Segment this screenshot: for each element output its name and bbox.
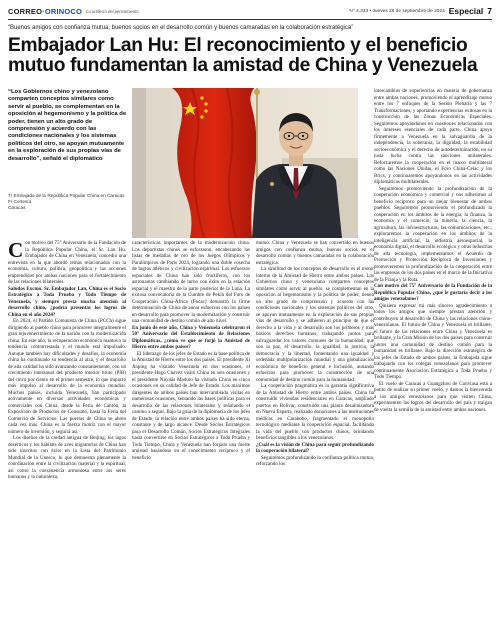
article-paragraph: Seguiremos promoviendo la profundización de la cooperación económica y comercial y nos adherimos al beneficio recíproco para un mejor bienestar de ambos pueblos. Seguiremos promoviendo el profundizado la cooperación en los ámbitos de la energía, la finanza, la economía y el comercio, la minería, la ciencia, la agricultura, las infraestructuras, las comunicaciones, etc., exploraremos la cooperación en los ámbitos de la inteligencia artificial, la industria aeroespacial, la economía digital, el desarrollo ecológico y otras industrias de alta tecnología, implementamos el Acuerdo de Promoción y Protección Recíproca de Inversiones y promoveremos la profundización de la cooperación entre las empresas de los dos países en el marco de la Iniciativa de la Franja y la Ruta. — [374, 185, 492, 283]
interview-question: Con motivo del 75° Aniversario de la Fundación de la República Popular China, ¿qué le gustaría decir a los amigos venezolanos? — [374, 283, 492, 302]
headline: Embajador Lan Hu: El reconocimiento y el beneficio mutuo fundamentan la amistad de China y Venezuela — [8, 35, 478, 76]
masthead — [8, 4, 492, 18]
article-paragraph: mutuo. China y Venezuela se han convertido en buenos amigos con confianza mutua, buenos socios en el desarrollo común y buenos camaradas en la colaboración estratégica. — [256, 240, 374, 266]
interview-question: Saludos Excmo. Sr. Embajador Lan, China es el Socio Estratégico a Toda Prueba y Todo Tiempo de Venezuela, y siempre presta mucha atención al desarrollo chino, ¿podría presentar los logros de China en el año 2024? — [8, 285, 126, 318]
article-paragraph: La cooperación pragmática es la garantía significativa de la Amistad de Hierro entre ambos países. China ha construido viviendas residenciales en Caracas, ampliado puertos en Bolívar, construido una planta desalinizadora en Nueva Esparta, realizado donaciones a las instituciones médicas en Carabobo, fragmentado el monopolio tecnológico mediante la cooperación espacial, facilitando la vida del pueblo con productos chinos, brindando beneficios tangibles a los venezolanos. — [256, 383, 374, 441]
tagline: La artillería del pensamiento — [86, 8, 139, 14]
article-paragraph: En 2024, el Partido Comunista de China (PCCh) sigue dirigiendo al pueblo chino para promover integralmente el gran rejuvenecimiento de la nación con la modernización china. En este año, la recuperación económica mantuvo la tendencia contrarrestada y el mundo está impulsado. Aunque también hay dificultades y desafíos, la economía china ha continuado su tendencia al alza, y el desarrollo de alta calidad ha sido avanzando constantemente, con un crecimiento interanual del producto interior bruto (PIB) del cinco por ciento en el primer semestre, lo que impactó más impulsó al desarrollo de la economía mundial. Muchos países, incluida Venezuela, han participado activamente en diversas actividades económicas y comerciales con China, desde la Feria de Cantón, la Exposición de Productos de Consumo, hasta la Feria del Comercio de Servicios. Las puertas de China se abren cada vez más. China es la fuerza motriz con el mayor número de inversión, y seguirá así. — [8, 318, 126, 435]
credit-photo: F/ Cortesía — [8, 199, 32, 204]
page-number: 7 — [487, 6, 492, 16]
issue-info: N° 4.333 • Jueves 26 de septiembre de 2024 — [349, 8, 445, 14]
article-column-2 — [132, 240, 250, 618]
section-name: Especial — [448, 6, 484, 16]
article-lead: Con motivo del 75° Aniversario de la Fundación de la República Popular China, el Sr. Lan Hu, Embajador de China en Venezuela, concedió una entrevista en la que abordó temas relacionados con la economía, cultura, política, geopolítica y las acciones emprendidas por ambas naciones para el fortalecimiento de las relaciones bilaterales. — [8, 240, 126, 285]
interview-question: En junio de este año, China y Venezuela celebraron el 50° Aniversario del Establecimiento de Relaciones Diplomáticas, ¿cómo ve que se forjó la Amistad de Hierro entre ambos países? — [132, 324, 250, 350]
credit-place: Caracas — [8, 205, 26, 210]
credit-text: T/ Embajada de la República Popular China en Caracas — [8, 193, 125, 198]
article-paragraph: El liderazgo de los jefes de Estado es la base política de la Amistad de Hierro entre los dos países. El presidente Xi Jinping ha visitado Venezuela en dos ocasiones, el presidente Hugo Chávez visitó China en seis ocasiones y el presidente Nicolás Maduro ha visitado China en cinco ocasiones en su calidad de Jefe de Estado. Los máximos dirigentes de ambos países han intercambiado visitas en numerosas ocasiones, sentando las bases políticas para el desarrollo de las relaciones bilaterales y señalando el camino a seguir. Bajo la guía de la diplomacia de los jefes de Estado, la relación entre ambos países ha sido eterna, constante y de largo alcance. Desde Socios Estratégicos para el Desarrollo Común, Socios Estratégicos Integrales hasta convertirse en Socios Estratégicos a Toda Prueba y Todo Tiempo, China y Venezuela han forjado una fuerte amistad basándose en el conocimiento recíproco y el beneficio — [132, 350, 250, 461]
article-paragraph: La similitud de los conceptos de desarrollo es el motor interno de la Amistad de Hierro entre ambos países. Los Gobiernos chino y venezolano comparten conceptos similares como servir al pueblo, se complementan en la oposición al hegemonismo y la política de poder, tienen un alto grado de comprensión y acuerdo con las condiciones nacionales y los sistemas políticos del otro, se apoyan mutuamente en la exploración de sus propias vías de desarrollo y se adhieren al principio de que el derecho a la vida y al desarrollo son los primeros y más básicos derechos humanos, trabajando juntos para salvaguardar los valores comunes de la humanidad, que son la paz, el desarrollo, la igualdad, la justicia, la democracia y la libertad, fomentando una igualdad y ordenada multipolarización mundial y una globalización económica de beneficio general e inclusión, aunando esfuerzos para promover la construcción de una comunidad de destino común para la humanidad. — [256, 266, 374, 383]
newspaper-logo: CORREO·ORINOCO — [8, 6, 83, 16]
article-paragraph: Seguiremos profundizando la confianza política mutua, reforzando los — [256, 454, 374, 467]
pull-quote: “Los Gobiernos chino y venezolano comparten conceptos similares como servir al pueblo, se complementan en la oposición al hegemonismo y la política de poder, tienen un alto grado de comprensión y acuerdo con las condiciones nacionales y los sistemas políticos del otro, se apoyan mutuamente en la exploración de sus propias vías de desarrollo”, señaló el diplomático — [8, 89, 127, 162]
photo-credits — [8, 193, 128, 211]
article-column-1 — [8, 240, 126, 618]
ambassador-photo-image — [132, 88, 358, 238]
article-paragraph: Los diseños de la ciudad antigua de Beijing, los lagos desérticos y los hábitats de aves migratorias de China han sido inscritos con éxito en la Lista del Patrimonio Mundial de la Unesco, lo que demuestra plenamente la coordinación entre la civilización material y la espiritual, así como la coexistencia armoniosa entre los seres humanos y la naturaleza, — [8, 435, 126, 480]
drop-cap: C — [8, 240, 24, 262]
article-paragraph: características importantes de la modernización china. Los deportistas chinos se esforzaron, encabezando las listas de medallas de oro de los Juegos Olímpicos y Paralímpicos de París 2024, logrando una doble cosecha de logros atléticos y civilización espiritual. Los esfuerzos espaciales de China han sido fructíferos, con los astronautas cambiando de turno con éxito en la estación espacial y el maestro de la parte posterior de la Luna. La exitosa convocatoria de la Cumbre de Pekín del Foro de Cooperación China-África (Focac) demostró la firme determinación de China de aunar esfuerzos con los países en desarrollo para promover la modernización y construir una comunidad de destino común de alto nivel. — [132, 240, 250, 324]
article-column-4 — [374, 88, 492, 618]
interview-question: ¿Cuál es la visión de China para seguir profundizando la cooperación bilateral? — [256, 441, 374, 454]
article-column-3 — [256, 240, 374, 618]
article-paragraph: Quisiera expresar mi más sincero agradecimiento a todos los amigos que siempre prestan atención y contribuyen al desarrollo de China y las relaciones chino-venezolanas. El futuro de China y Venezuela es brillante, el futuro de las relaciones entre China y Venezuela es brillante, y la Gran Misión de los dos países para construir juntos una comunidad de destino común para la humanidad es brillante. Bajo la dirección estratégica de los jefes de Estado de ambos países, la Embajada sigue trabajando con los colegas venezolanos para promover continuamente Asociación Estratégica a Toda Prueba y Todo Tiempo. — [374, 302, 492, 380]
ambassador-photo — [132, 88, 358, 238]
masthead-rule — [8, 19, 492, 20]
article-paragraph: intercambios de experiencias en materia de gobernanza entre ambas naciones, promoviendo el aprendizaje mutuo entre los 7 enfoques de la Sesión Plenaria y las 7 Transformaciones, y aportando experiencias exitosas en la construcción de las Zonas Económicas Especiales. Seguiremos apoyándonos en cuestiones relacionadas con los intereses esenciales de cada parte. China apoya firmemente a Venezuela en la salvaguardia de la independencia, la soberanía, la dignidad, la estabilidad socioeconómica y el derecho de autodeterminación, en su justa lucha contra las sanciones unilaterales. Reforzaremos la cooperación en el marco multilateral como las Naciones Unidas, el Foro China-Celac y los Brics, y continuaremos apoyándonos en las actividades diplomáticas multilaterales. — [374, 88, 492, 185]
kicker: “Buenos amigos con confianza mutua, buenos socios en el desarrollo común y buenos camaradas en la colaboración estratégica” — [8, 25, 354, 31]
article-paragraph: El vuelo de Caracas a Guangzhou de Conviasa está a punto de realizar su primer vuelo, y damos la bienvenida a los amigos venezolanos para que visiten China, experimenten las logros del desarrollo del país y traigan de vuelta la semilla de la amistad entre ambas naciones. — [374, 380, 492, 413]
